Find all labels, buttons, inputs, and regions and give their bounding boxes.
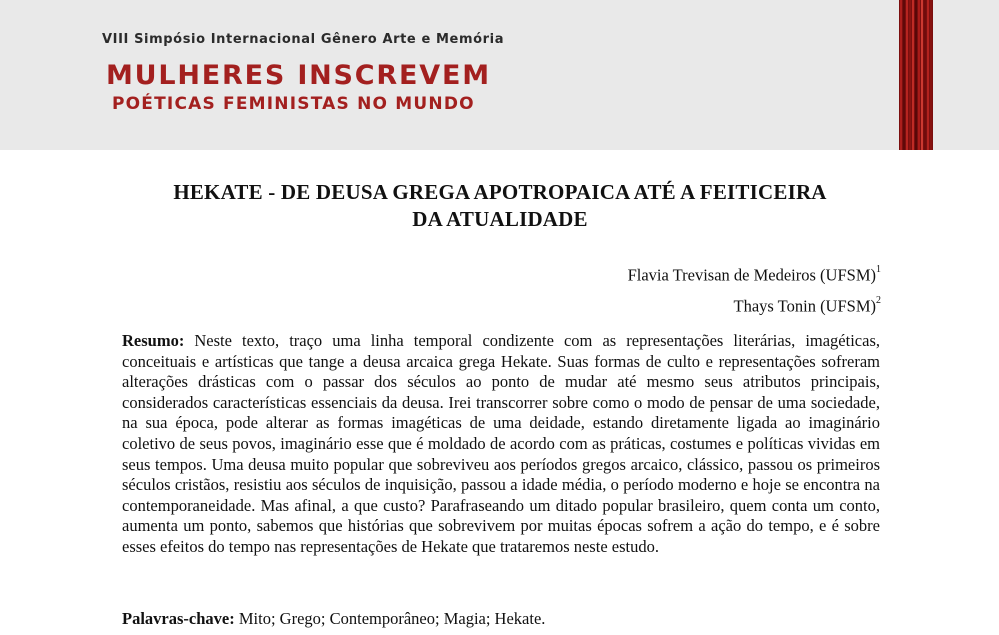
keywords — [122, 609, 880, 629]
author-1 — [628, 258, 881, 289]
conference-banner — [0, 0, 999, 150]
brand-subtitle: POÉTICAS FEMINISTAS NO MUNDO — [112, 94, 475, 114]
paper-title-line1: HEKATE - DE DEUSA GREGA APOTROPAICA ATÉ A FEITICEIRA — [173, 180, 827, 204]
keywords-text: Mito; Grego; Contemporâneo; Magia; Hekate. — [238, 609, 546, 628]
event-name: VIII Simpósio Internacional Gênero Arte e Memória — [102, 32, 505, 47]
author-2 — [628, 289, 881, 320]
author-name: Thays Tonin (UFSM) — [733, 296, 876, 315]
red-fringe-icon — [899, 0, 933, 150]
abstract-text: Neste texto, traço uma linha temporal condizente com as representações literárias, imagéticas, conceituais e artísticas que tange a deusa arcaica grega Hekate. Suas formas de culto e representações sofreram alterações drásticas com o passar dos séculos ao ponto de mudar até mesmo seus atributos principais, considerados características essenciais da deusa. Irei transcorrer sobre como o modo de pensar de uma sociedade, na sua época, pode alterar as formas imagéticas de uma deidade, estando diretamente ligada ao imaginário coletivo de seus povos, imaginário esse que é moldado de acordo com as práticas, costumes e políticas vividas em seus tempos. Uma deusa muito popular que sobreviveu aos períodos gregos arcaico, clássico, passou os primeiros séculos cristãos, resistiu aos séculos de inquisição, passou a idade média, o período moderno e hoje se encontra na contemporaneidade. Mas afinal, a que custo? Parafraseando um ditado popular brasileiro, quem conta um conto, aumenta um ponto, sabemos que histórias que sobrevivem por muitas épocas sofrem a ação do tempo, e é sobre esses efeitos do tempo nas representações de Hekate que trataremos neste estudo. — [122, 331, 880, 556]
paper-title-line2: DA ATUALIDADE — [412, 207, 588, 231]
brand-title: MULHERES INSCREVEM — [106, 60, 491, 91]
keywords-label: Palavras-chave: — [122, 609, 235, 628]
author-list — [628, 258, 881, 319]
paper-title — [120, 179, 880, 233]
abstract-label: Resumo: — [122, 331, 185, 350]
footnote-marker: 1 — [876, 264, 881, 275]
abstract — [122, 331, 880, 558]
author-name: Flavia Trevisan de Medeiros (UFSM) — [627, 265, 876, 285]
footnote-marker: 2 — [876, 294, 881, 306]
